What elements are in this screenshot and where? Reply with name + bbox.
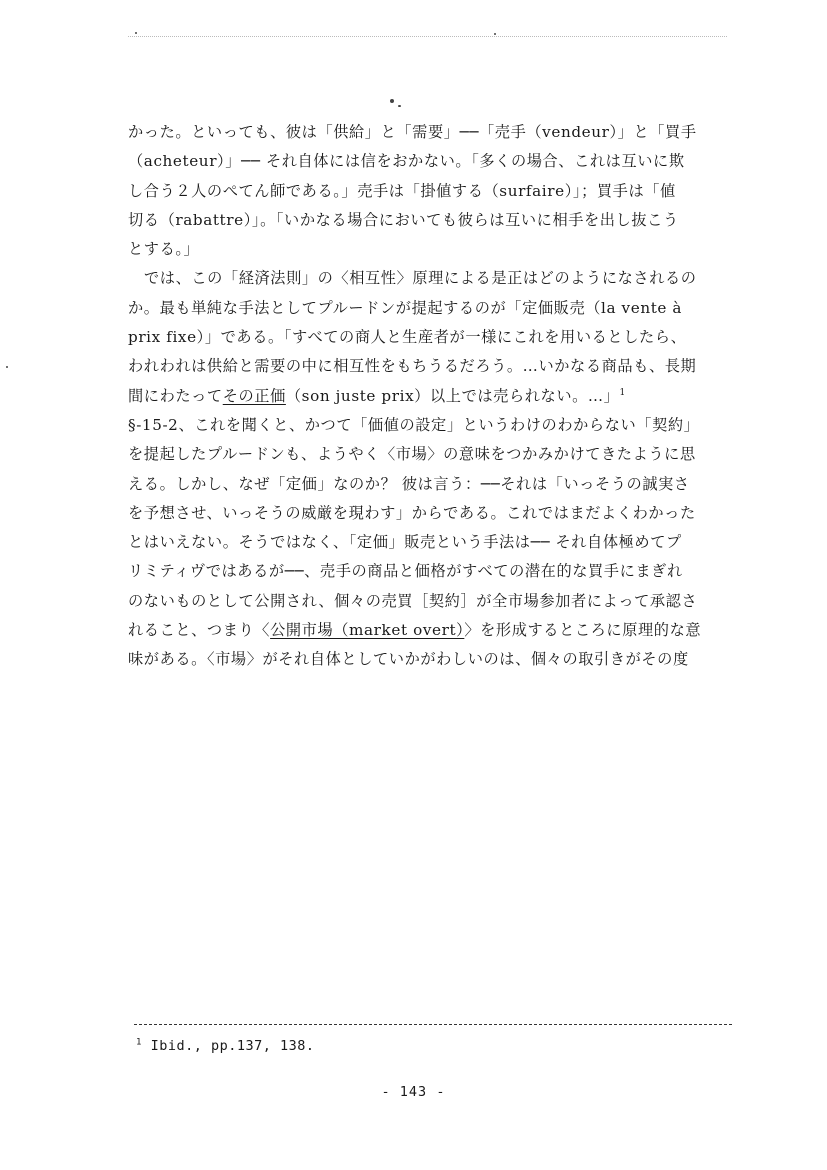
text-segment: れること、つまり〈 — [128, 621, 271, 640]
text-line: 味がある。〈市場〉がそれ自体としていかがわしいのは、個々の取引きがその度 — [128, 650, 689, 669]
underlined-term: その正価 — [222, 386, 286, 405]
text-line — [128, 382, 728, 411]
text-line: し合う２人のぺてん師である。」売手は「掛値する（surfaire）」；買手は「値 — [128, 181, 676, 200]
body-text-upper — [128, 118, 728, 411]
text-line: とはいえない。そうではなく、「定価」販売という手法は── それ自体極めてプ — [128, 533, 682, 552]
text-line: を提起したプルードンも、ようやく〈市場〉の意味をつかみかけてきたように思 — [128, 445, 696, 464]
text-line: かった。といっても、彼は「供給」と「需要」──「売手（vendeur）」と「買手 — [128, 123, 697, 141]
footnote — [136, 1038, 315, 1054]
body-text-lower — [128, 411, 728, 675]
footnote-reference: 1 — [619, 387, 626, 398]
text-line: では、この「経済法則」の〈相互性〉原理による是正はどのようになされるの — [144, 269, 697, 288]
underlined-term: 公開市場（market overt） — [270, 621, 465, 640]
scan-speck — [6, 366, 8, 368]
scan-speck — [390, 99, 394, 103]
footnote-marker: 1 — [136, 1037, 142, 1048]
text-line — [128, 616, 728, 645]
text-line: とする。」 — [128, 240, 200, 259]
text-line: （acheteur）」── それ自体には信をおかない。「多くの場合、これは互いに欺 — [128, 152, 685, 171]
text-line: 切る（rabattre）」。「いかなる場合においても彼らは互いに相手を出し抜こう — [128, 210, 679, 229]
text-line: リミティヴではあるが──、売手の商品と価格がすべての潜在的な買手にまぎれ — [128, 562, 683, 581]
text-segment: 間にわたって — [128, 386, 223, 405]
scan-speck — [135, 32, 137, 34]
text-segment: 〉を形成するところに原理的な意 — [464, 621, 702, 640]
page-number: - 143 - — [381, 1084, 446, 1100]
text-line: §-15-2、これを聞くと、かつて「価値の設定」というわけのわからない「契約」 — [128, 416, 700, 434]
text-segment: （son juste prix）以上では売られない。…」 — [285, 386, 620, 405]
text-line: か。最も単純な手法としてプルードンが提起するのが「定価販売（la vente à — [128, 298, 683, 317]
text-line: を予想させ、いっそうの威厳を現わす」からである。これではまだよくわかった — [128, 503, 696, 522]
text-line: prix fixe）」である。「すべての商人と生産者が一様にこれを用いるとしたら、 — [128, 328, 687, 347]
text-line: える。しかし、なぜ「定価」なのか？ 彼は言う：──それは「いっそうの誠実さ — [128, 474, 690, 493]
scan-speck — [494, 33, 496, 35]
footnote-divider — [134, 1024, 732, 1025]
text-line: のないものとして公開され、個々の売買［契約］が全市場参加者によって承認さ — [128, 591, 698, 610]
text-line: われわれは供給と需要の中に相互性をもちうるだろう。…いかなる商品も、長期 — [128, 357, 697, 376]
footnote-text: Ibid., pp.137, 138. — [150, 1038, 315, 1054]
scan-speck — [398, 105, 401, 107]
scan-edge-line — [128, 36, 727, 37]
